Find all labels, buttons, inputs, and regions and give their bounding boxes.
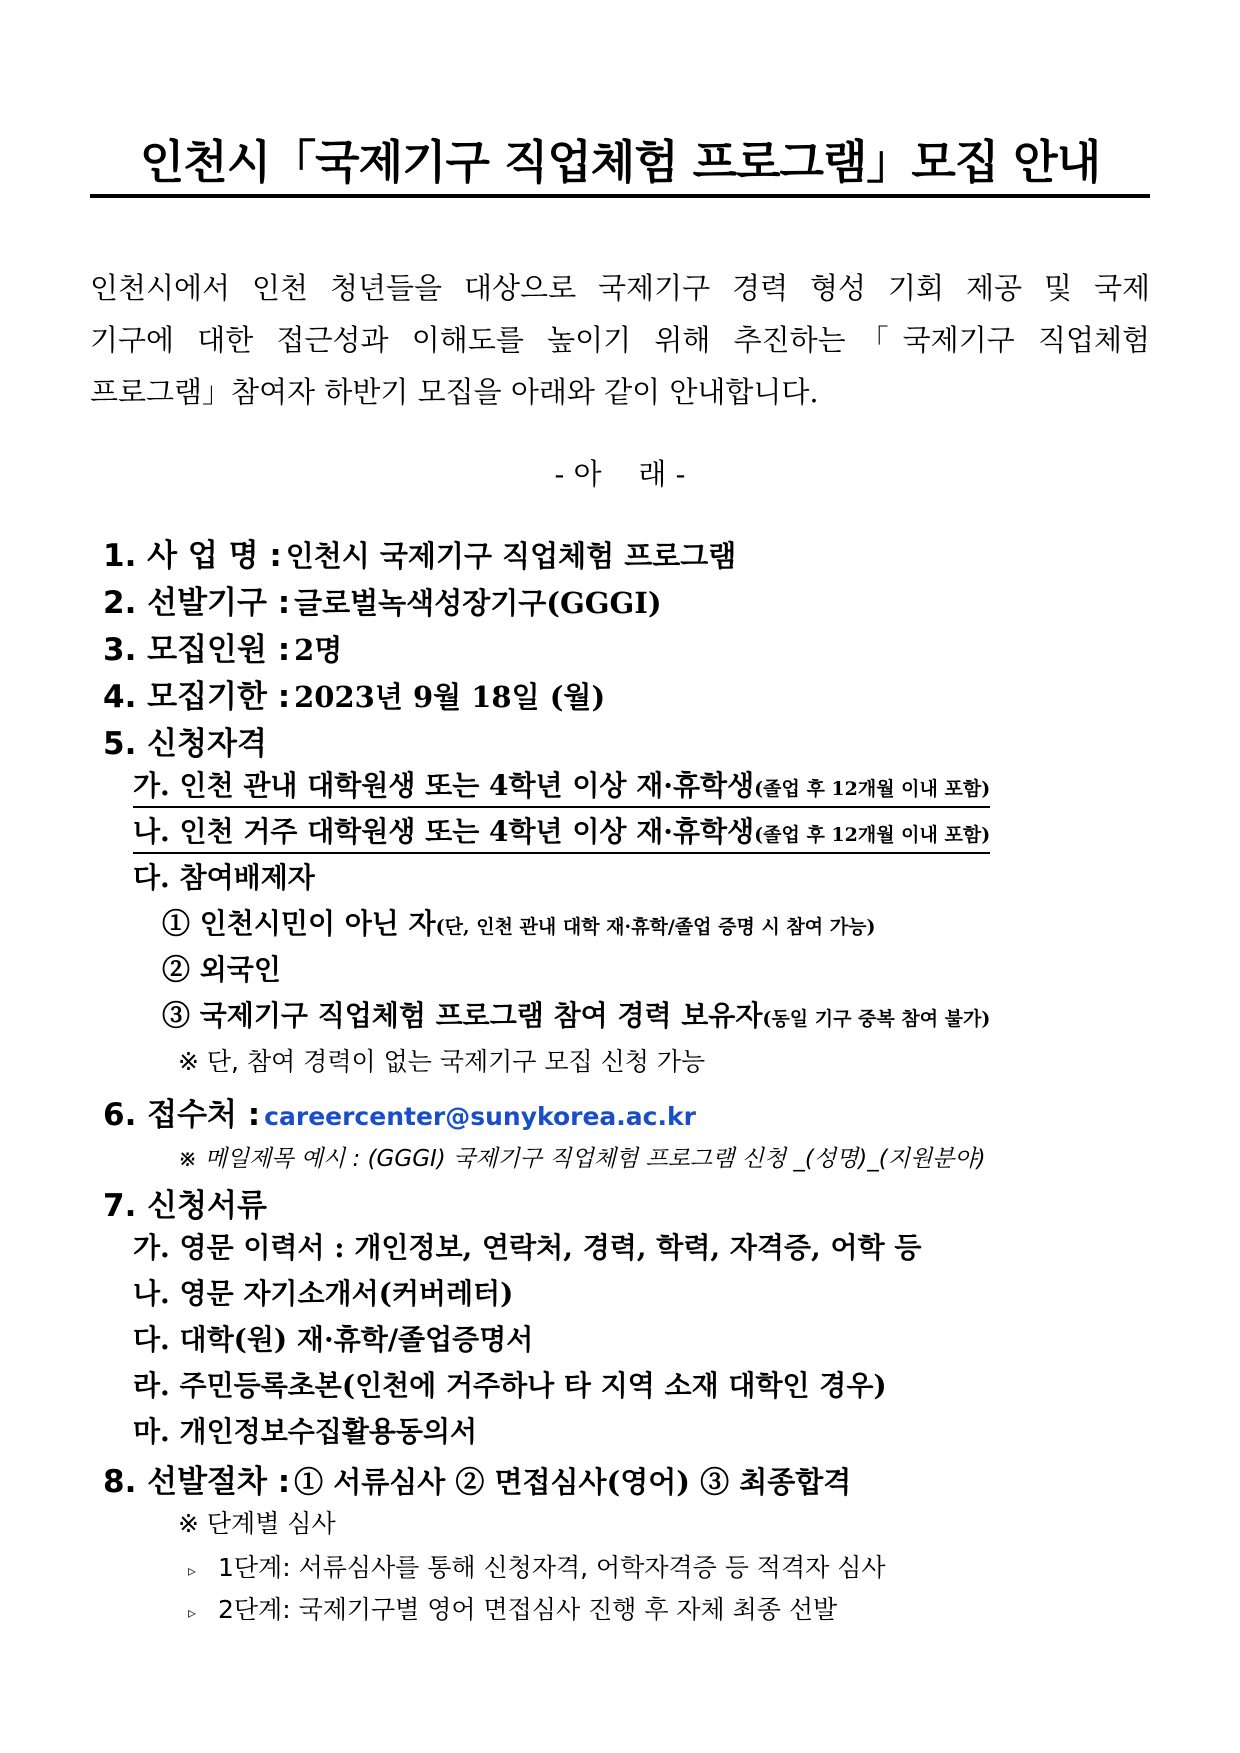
- document-ma: 마. 개인정보수집활용동의서: [133, 1415, 478, 1448]
- reception-email-link[interactable]: careercenter@sunykorea.ac.kr: [264, 1102, 696, 1131]
- page-title: 인천시「국제기구 직업체험 프로그램」모집 안내: [90, 130, 1150, 198]
- item-value: ① 서류심사 ② 면접심사(영어) ③ 최종합격: [294, 1465, 852, 1499]
- item-label: 6. 접수처 :: [103, 1097, 261, 1133]
- intro-line-3: 프로그램」참여자 하반기 모집을 아래와 같이 안내합니다.: [90, 375, 819, 409]
- document-ra: 라. 주민등록초본(인천에 거주하나 타 지역 소재 대학인 경우): [133, 1369, 887, 1402]
- document-ga: 가. 영문 이력서 : 개인정보, 연락처, 경력, 학력, 자격증, 어학 등: [133, 1231, 922, 1264]
- item-value: 2명: [294, 633, 343, 667]
- triangle-bullet-icon: ▹: [188, 1603, 197, 1622]
- item-label: 4. 모집기한 :: [103, 679, 291, 715]
- document-da: 다. 대학(원) 재·휴학/졸업증명서: [133, 1323, 534, 1356]
- email-subject-note: ※ 메일제목 예시 : (GGGI) 국제기구 직업체험 프로그램 신청 _(성명)_(지원분야): [178, 1146, 986, 1172]
- item-label: 8. 선발절차 :: [103, 1464, 291, 1500]
- item-deadline: [103, 671, 605, 716]
- eligibility-da: 다. 참여배제자: [133, 861, 315, 894]
- eligibility-na-main: 나. 인천 거주 대학원생 또는 4학년 이상 재·휴학생: [133, 815, 755, 848]
- item-label: 2. 선발기구 :: [103, 585, 291, 621]
- exclusion-1-main: ① 인천시민이 아닌 자: [162, 907, 436, 940]
- item-documents-label: 7. 신청서류: [103, 1188, 267, 1224]
- step-2-text: 2단계: 국제기구별 영어 면접심사 진행 후 자체 최종 선발: [218, 1595, 838, 1624]
- item-selecting-org: [103, 577, 662, 622]
- triangle-bullet-icon: ▹: [188, 1561, 197, 1580]
- item-label: 1. 사 업 명 :: [103, 538, 282, 574]
- eligibility-na-note: (졸업 후 12개월 이내 포함): [754, 824, 991, 846]
- intro-paragraph: [90, 262, 1150, 418]
- selection-step-2: [188, 1590, 837, 1626]
- selection-step-1: [188, 1548, 886, 1584]
- item-label: 3. 모집인원 :: [103, 632, 291, 668]
- step-1-text: 1단계: 서류심사를 통해 신청자격, 어학자격증 등 적격자 심사: [218, 1553, 886, 1582]
- item-value: 2023년 9월 18일 (월): [294, 680, 606, 714]
- eligibility-ga: [133, 764, 990, 808]
- item-value: 인천시 국제기구 직업체험 프로그램: [285, 539, 737, 573]
- item-business-name: [103, 530, 736, 575]
- section-divider-label: - 아 래 -: [554, 457, 686, 491]
- item-eligibility-label: 5. 신청자격: [103, 726, 267, 762]
- eligibility-na: [133, 810, 990, 854]
- intro-line-1: 인천시에서 인천 청년들을 대상으로 국제기구 경력 형성 기회 제공 및 국제: [90, 271, 1150, 305]
- exclusion-3: [162, 994, 990, 1034]
- exclusion-2: ② 외국인: [162, 953, 281, 986]
- exclusion-1-note: (단, 인천 관내 대학 재·휴학/졸업 증명 시 참여 가능): [435, 916, 876, 938]
- item-recruit-count: [103, 624, 342, 669]
- eligibility-ga-note: (졸업 후 12개월 이내 포함): [754, 778, 991, 800]
- exclusion-note: ※ 단, 참여 경력이 없는 국제기구 모집 신청 가능: [178, 1047, 706, 1076]
- exclusion-1: [162, 902, 875, 942]
- item-selection-process: [103, 1456, 851, 1501]
- eligibility-ga-main: 가. 인천 관내 대학원생 또는 4학년 이상 재·휴학생: [133, 769, 755, 802]
- item-value: 글로벌녹색성장기구(GGGI): [294, 586, 662, 620]
- document-na: 나. 영문 자기소개서(커버레터): [133, 1277, 514, 1310]
- item-reception: [103, 1089, 696, 1134]
- exclusion-3-main: ③ 국제기구 직업체험 프로그램 참여 경력 보유자: [162, 999, 763, 1032]
- exclusion-3-note: (동일 기구 중복 참여 불가): [762, 1008, 991, 1030]
- selection-note: ※ 단계별 심사: [178, 1509, 336, 1538]
- intro-line-2: 기구에 대한 접근성과 이해도를 높이기 위해 추진하는「국제기구 직업체험: [90, 323, 1150, 357]
